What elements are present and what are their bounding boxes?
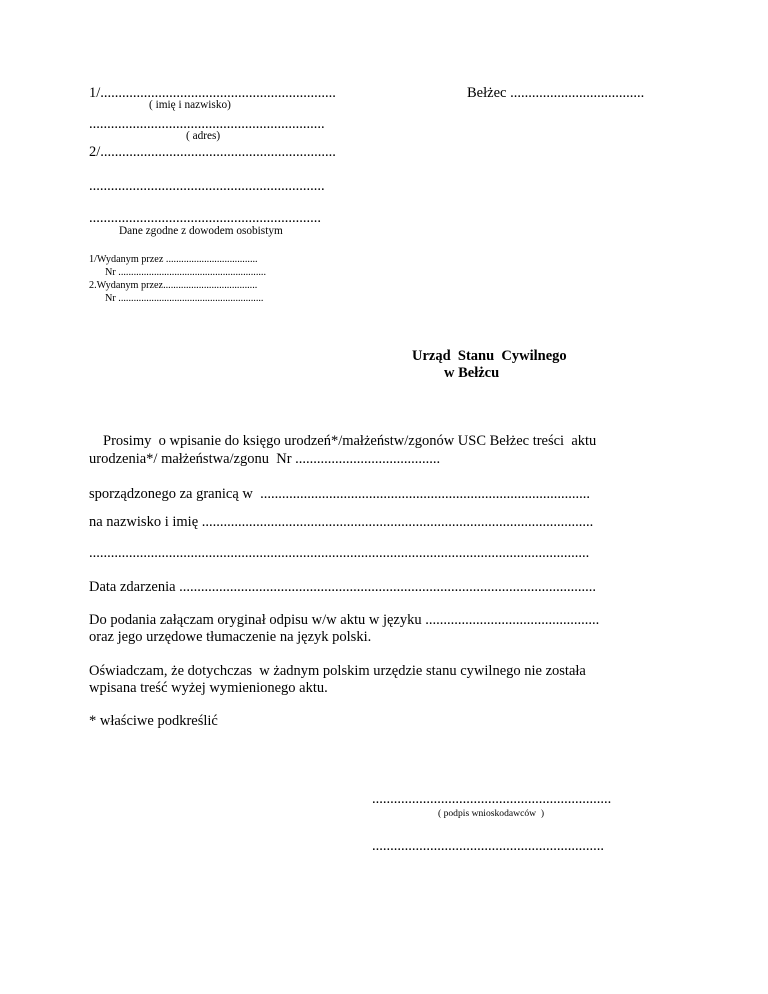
footnote: * właściwe podkreślić	[89, 713, 218, 729]
signature-line2: ................................................................	[372, 838, 604, 854]
issued-by-1: 1/Wydanym przez ....................................	[89, 254, 258, 265]
signature-caption: ( podpis wnioskodawców )	[438, 808, 545, 819]
id-number-2: Nr .........................................................	[105, 293, 264, 304]
applicant1-name-caption: ( imię i nazwisko)	[149, 99, 231, 111]
event-date-field: Data zdarzenia ...................................................................................................................	[89, 579, 597, 595]
addressee-line1: Urząd Stanu Cywilnego	[412, 348, 567, 364]
applicant1-line: 1/.................................................................	[89, 85, 336, 101]
attachment-line1: Do podania załączam oryginał odpisu w/w aktu w języku ................................................	[89, 612, 600, 628]
request-line2: urodzenia*/ małżeństwa/zgonu Nr ........................................	[89, 451, 441, 467]
request-line1: Prosimy o wpisanie do księgo urodzeń*/małżeństw/zgonów USC Bełżec treści aktu	[103, 433, 597, 449]
blank-line: ..........................................................................................................................................	[89, 545, 590, 561]
applicant1-address-caption: ( adres)	[186, 130, 221, 142]
applicant2-line-b: .................................................................	[89, 178, 325, 194]
place-date: Bełżec .....................................	[467, 85, 645, 101]
applicant2-line-c: ................................................................	[89, 210, 321, 226]
drawn-up-abroad-field: sporządzonego za granicą w ...........................................................................................	[89, 486, 590, 502]
applicant1-address-line: .................................................................	[89, 116, 325, 132]
id-number-1: Nr ..........................................................	[105, 267, 267, 278]
id-caption: Dane zgodne z dowodem osobistym	[119, 225, 283, 237]
addressee-line2: w Bełżcu	[444, 365, 500, 381]
applicant2-line: 2/.................................................................	[89, 144, 336, 160]
surname-name-field: na nazwisko i imię ............................................................................................................	[89, 514, 594, 530]
declaration-line2: wpisana treść wyżej wymienionego aktu.	[89, 680, 328, 696]
attachment-line2: oraz jego urzędowe tłumaczenie na język polski.	[89, 629, 372, 645]
signature-line1: ..................................................................	[372, 791, 612, 807]
issued-by-2: 2.Wydanym przez.....................................	[89, 280, 258, 291]
declaration-line1: Oświadczam, że dotychczas w żadnym polskim urzędzie stanu cywilnego nie została	[89, 663, 586, 679]
